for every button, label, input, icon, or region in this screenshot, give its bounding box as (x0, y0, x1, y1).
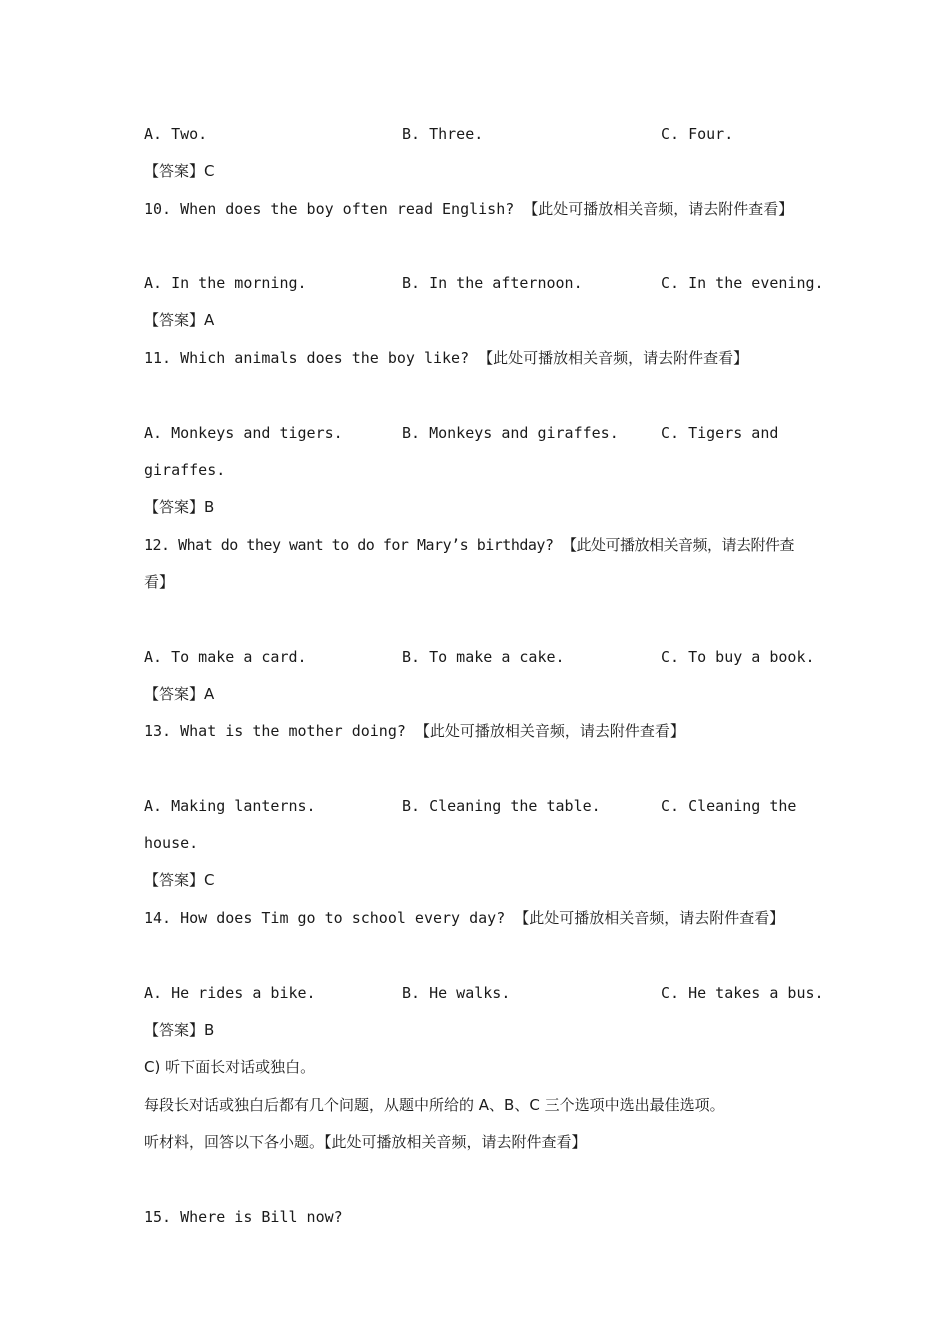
q14-answer: 【答案】B (144, 1021, 215, 1039)
q11-question: 11. Which animals does the boy like? 【此处可播放相关音频，请去附件查看】 (144, 349, 749, 367)
q13-option-a: A. Making lanterns. (144, 797, 316, 815)
q11-option-c-continued: giraffes. (144, 461, 226, 479)
q9-option-a: A. Two. (144, 125, 208, 143)
section-c-instruction: 每段长对话或独白后都有几个问题，从题中所给的 A、B、C 三个选项中选出最佳选项。 (144, 1096, 725, 1114)
q14-question: 14. How does Tim go to school every day? 【此处可播放相关音频，请去附件查看】 (144, 909, 785, 927)
q14-option-a: A. He rides a bike. (144, 984, 316, 1002)
q13-option-c: C. Cleaning the (661, 797, 797, 815)
q13-option-b: B. Cleaning the table. (402, 797, 601, 815)
q12-option-c: C. To buy a book. (661, 648, 815, 666)
q15-question: 15. Where is Bill now? (144, 1208, 343, 1226)
q10-answer: 【答案】A (144, 311, 215, 329)
q14-option-b: B. He walks. (402, 984, 511, 1002)
q11-option-a: A. Monkeys and tigers. (144, 424, 343, 442)
q13-question: 13. What is the mother doing? 【此处可播放相关音频，请去附件查看】 (144, 722, 685, 740)
q13-answer: 【答案】C (144, 871, 215, 889)
q11-option-c: C. Tigers and (661, 424, 779, 442)
q13-option-c-continued: house. (144, 834, 199, 852)
q12-option-b: B. To make a cake. (402, 648, 565, 666)
q11-option-b: B. Monkeys and giraffes. (402, 424, 619, 442)
section-c-heading: C) 听下面长对话或独白。 (144, 1058, 316, 1076)
q14-option-c: C. He takes a bus. (661, 984, 824, 1002)
q12-answer: 【答案】A (144, 685, 215, 703)
q9-option-b: B. Three. (402, 125, 484, 143)
q10-option-c: C. In the evening. (661, 274, 824, 292)
section-c-prompt: 听材料，回答以下各小题。【此处可播放相关音频，请去附件查看】 (144, 1133, 587, 1151)
q12-question: 12. What do they want to do for Mary’s birthday? 【此处可播放相关音频，请去附件查 (144, 536, 795, 554)
q9-answer: 【答案】C (144, 162, 215, 180)
q9-option-c: C. Four. (661, 125, 734, 143)
q10-option-a: A. In the morning. (144, 274, 307, 292)
q12-question-continued: 看】 (144, 573, 175, 591)
q11-answer: 【答案】B (144, 498, 215, 516)
q10-option-b: B. In the afternoon. (402, 274, 583, 292)
q12-option-a: A. To make a card. (144, 648, 307, 666)
q10-question: 10. When does the boy often read English? 【此处可播放相关音频，请去附件查看】 (144, 200, 794, 218)
